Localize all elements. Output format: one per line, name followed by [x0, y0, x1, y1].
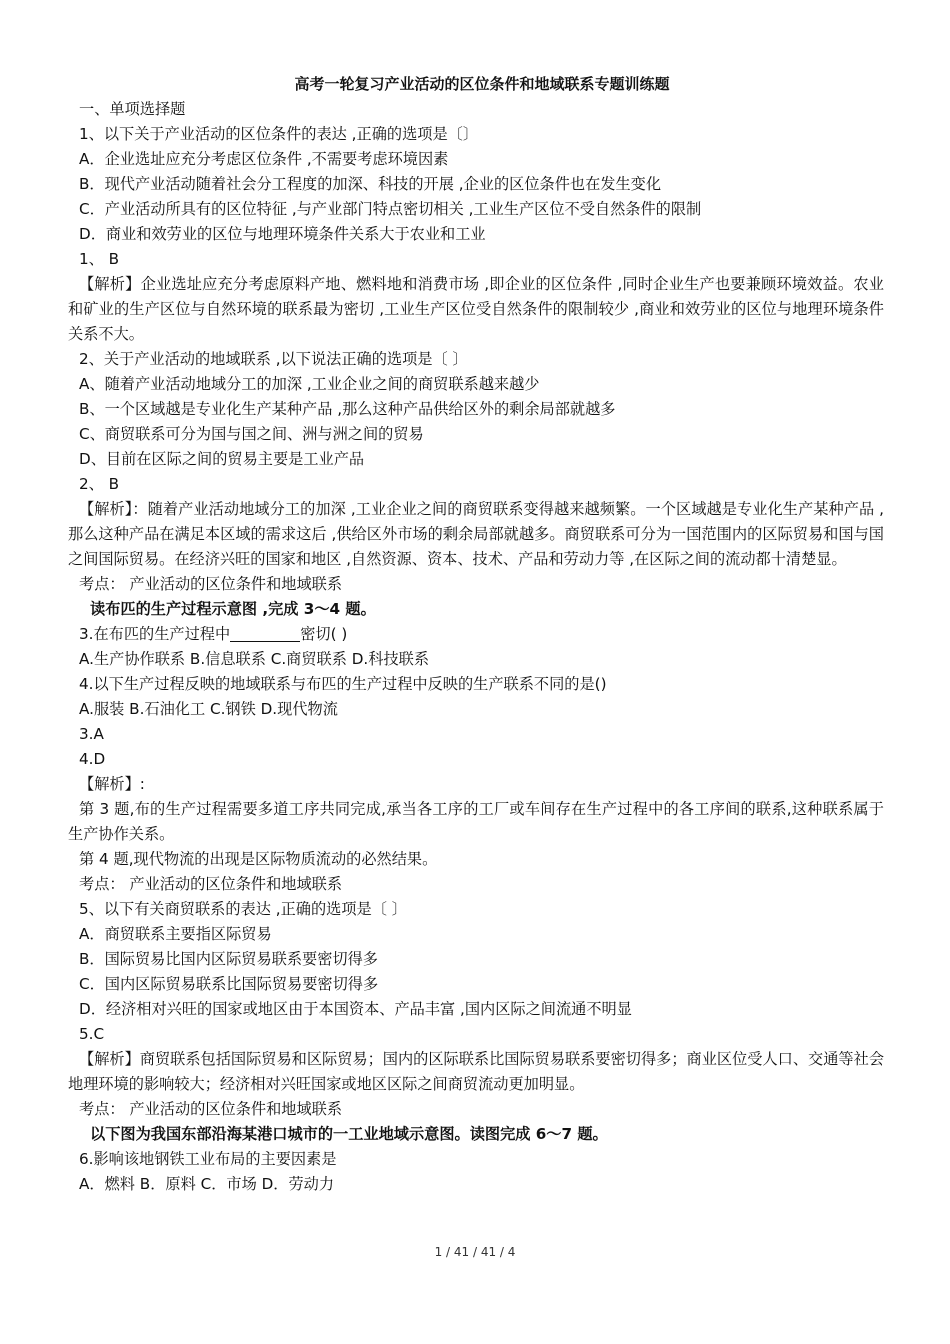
question-5-option-c: C．国内区际贸易联系比国际贸易要密切得多: [79, 975, 379, 993]
question-6-stem: 6.影响该地钢铁工业布局的主要因素是: [79, 1150, 337, 1168]
question-3-stem-after: 密切( ): [300, 625, 348, 643]
question-4-options: A.服装 B.石油化工 C.钢铁 D.现代物流: [79, 700, 338, 718]
question-4-analysis: 第 4 题,现代物流的出现是区际物质流动的必然结果。: [79, 850, 438, 868]
questions-3-4-analysis-heading: 【解析】:: [79, 775, 145, 793]
question-3-analysis: 第 3 题,布的生产过程需要多道工序共同完成,承当各工序的工厂或车间存在生产过程中的各工序间的联系,这种联系属于生产协作关系。: [68, 800, 884, 843]
page-number: 1 / 41 / 41 / 4: [434, 1245, 516, 1259]
question-2-option-a: A、随着产业活动地域分工的加深 ,工业企业之间的商贸联系越来越少: [79, 375, 540, 393]
question-2-option-b: B、一个区域越是专业化生产某种产品 ,那么这种产品供给区外的剩余局部就越多: [79, 400, 616, 418]
question-5-option-b: B．国际贸易比国内区际贸易联系要密切得多: [79, 950, 378, 968]
questions-3-4-kaodian: 考点： 产业活动的区位条件和地域联系: [79, 875, 343, 893]
question-4-answer: 4.D: [79, 750, 106, 768]
answer-blank: [230, 625, 300, 642]
question-2-answer: 2、 B: [79, 475, 120, 493]
questions-6-7-intro: 以下图为我国东部沿海某港口城市的一工业地域示意图。读图完成 6～7 题。: [90, 1125, 608, 1143]
document-page: [68, 72, 884, 1197]
question-1-analysis: 【解析】企业选址应充分考虑原料产地、燃料地和消费市场 ,即企业的区位条件 ,同时企业生产也要兼顾环境效益。农业和矿业的生产区位与自然环境的联系最为密切 ,工业生产区位受自然条件的限制较少 ,商业和效劳业的区位与地理环境条件关系不大。: [68, 275, 884, 343]
question-4-stem: 4.以下生产过程反映的地域联系与布匹的生产过程中反映的生产联系不同的是(): [79, 675, 607, 693]
question-3-stem: [68, 622, 884, 647]
question-5-analysis: 【解析】商贸联系包括国际贸易和区际贸易；国内的区际联系比国际贸易联系要密切得多；商业区位受人口、交通等社会地理环境的影响较大；经济相对兴旺国家或地区区际之间商贸流动更加明显。: [68, 1050, 884, 1093]
question-2-kaodian: 考点： 产业活动的区位条件和地域联系: [79, 575, 343, 593]
question-6-options: A．燃料 B．原料 C．市场 D．劳动力: [79, 1175, 335, 1193]
question-1-option-c: C．产业活动所具有的区位特征 ,与产业部门特点密切相关 ,工业生产区位不受自然条件的限制: [79, 200, 702, 218]
question-2-option-c: C、商贸联系可分为国与国之间、洲与洲之间的贸易: [79, 425, 424, 443]
question-1-option-a: A．企业选址应充分考虑区位条件 ,不需要考虑环境因素: [79, 150, 449, 168]
question-3-answer: 3.A: [79, 725, 104, 743]
question-1-option-d: D．商业和效劳业的区位与地理环境条件关系大于农业和工业: [79, 225, 486, 243]
question-1-answer: 1、 B: [79, 250, 120, 268]
question-3-options: A.生产协作联系 B.信息联系 C.商贸联系 D.科技联系: [79, 650, 430, 668]
question-5-answer: 5.C: [79, 1025, 105, 1043]
question-5-stem: 5、以下有关商贸联系的表达 ,正确的选项是〔 〕: [79, 900, 407, 918]
question-2-analysis: 【解析】：随着产业活动地域分工的加深 ,工业企业之间的商贸联系变得越来越频繁。一个区域越是专业化生产某种产品 ,那么这种产品在满足本区域的需求这后 ,供给区外市场的剩余局部就越多。商贸联系可分为一国范围内的区际贸易和国与国之间国际贸易。在经济兴旺的国家和地区 ,自然资源、资本、技术、产品和劳动力等 ,在区际之间的流动都十清楚显。: [68, 500, 884, 568]
document-title: 高考一轮复习产业活动的区位条件和地域联系专题训练题: [294, 75, 670, 93]
section-heading: 一、单项选择题: [79, 100, 186, 118]
question-5-kaodian: 考点： 产业活动的区位条件和地域联系: [79, 1100, 343, 1118]
questions-3-4-intro: 读布匹的生产过程示意图 ,完成 3～4 题。: [90, 600, 376, 618]
question-5-option-d: D．经济相对兴旺的国家或地区由于本国资本、产品丰富 ,国内区际之间流通不明显: [79, 1000, 632, 1018]
question-1-option-b: B．现代产业活动随着社会分工程度的加深、科技的开展 ,企业的区位条件也在发生变化: [79, 175, 662, 193]
question-2-option-d: D、目前在区际之间的贸易主要是工业产品: [79, 450, 365, 468]
question-3-stem-before: 3.在布匹的生产过程中: [79, 625, 231, 643]
question-5-option-a: A．商贸联系主要指区际贸易: [79, 925, 272, 943]
question-2-stem: 2、关于产业活动的地域联系 ,以下说法正确的选项是〔 〕: [79, 350, 468, 368]
question-1-stem: 1、以下关于产业活动的区位条件的表达 ,正确的选项是〔〕: [79, 125, 479, 143]
